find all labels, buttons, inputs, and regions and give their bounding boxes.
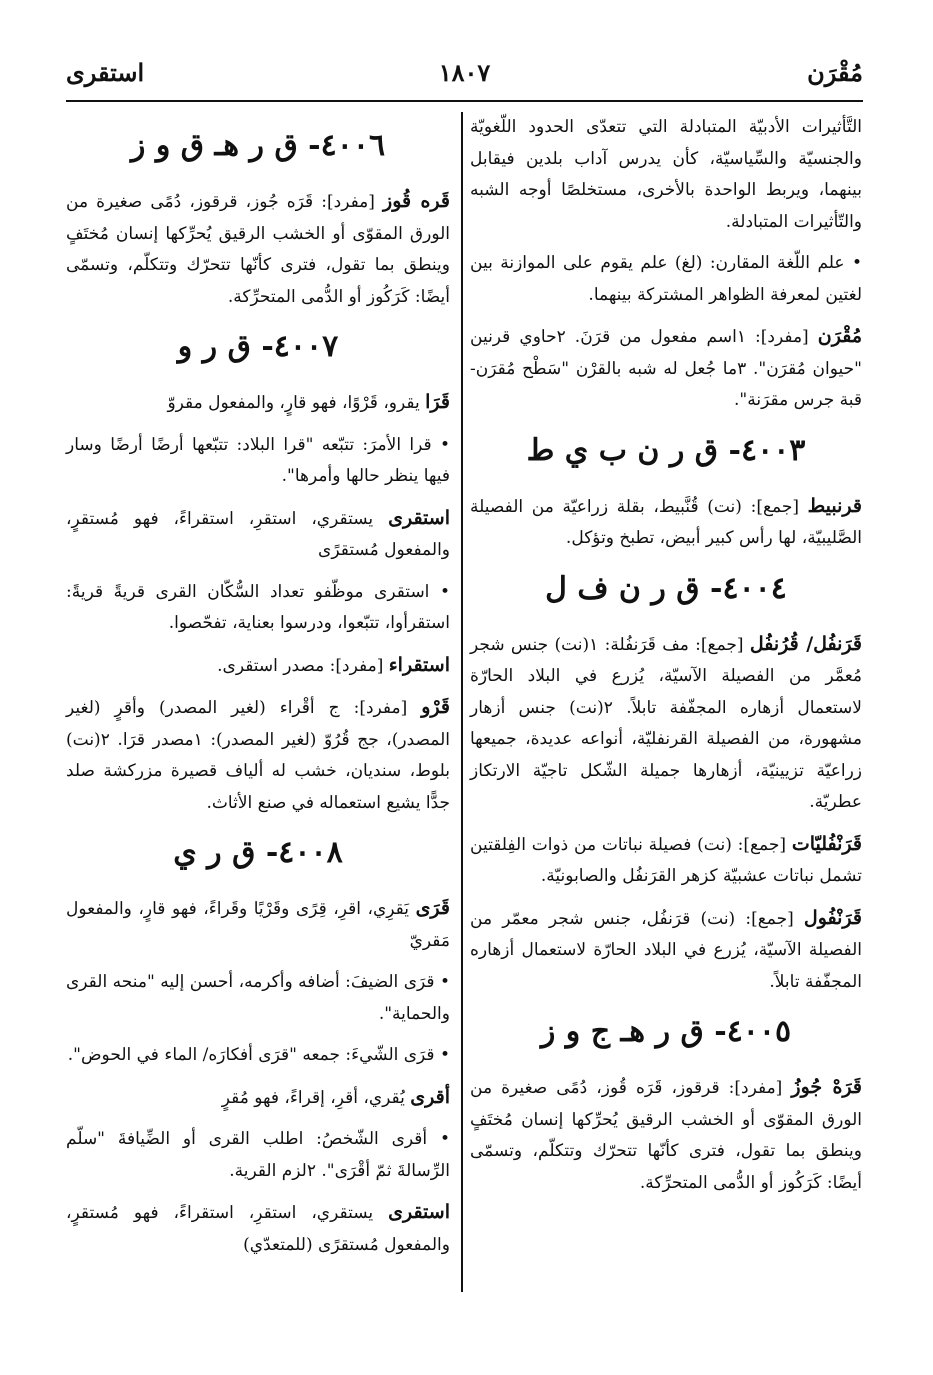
- dictionary-entry: [470, 248, 862, 311]
- entry-definition: يَقرِي، اقرِ، قِرًى وقَرْيًا وقَراءً، فهو قارٍ، والمفعول مَقريّ: [66, 899, 450, 951]
- entry-definition: [مفرد]: قرقوز، قَرَه قُوز، دُمًى صغيرة من الورق المقوّى أو الخشب الرقيق يُحرِّكها إنسان مُختَفٍ وينطق بما تقول، فترى كأنّها تتحرّك وتتكلّم، وتسمّى أيضًا: كَرَكُوز أو الدُّمى المتحرِّكة.: [470, 1078, 862, 1193]
- entry-definition: [جمع]: مف قَرَنفُلة: ١(نت) جنس شجر مُعمَّر من الفصيلة الآسيّة، يُزرع في البلاد الحارّة لاستعمال أزهاره المجفّفة تابلاً. ٢(نت) جنس أزهار مشهورة، من الفصيلة القرنفليّة، أنواعه عديدة، جميعها زراعيّة تزيينيّة، أزهارها جميلة الشّكل تاجيّة الارتكاز عطريّة.: [470, 634, 862, 812]
- dictionary-entry: [66, 650, 450, 683]
- entry-headword: قَره قُوز: [383, 190, 450, 212]
- entry-definition: • قرَى الضيفَ: أضافه وأكرمه، أحسن إليه "منحه القرى والحماية".: [66, 972, 450, 1024]
- entry-definition: • قرَى الشّيءَ: جمعه "قرَى أفكارَه/ الماء في الحوض".: [67, 1045, 450, 1065]
- dictionary-entry: [470, 491, 862, 555]
- entry-definition: [مفرد]: ١اسم مفعول من قرَنَ. ٢حاوي قرنين "حيوان مُقرَن". ٣ما جُعل له شبه بالقرْن "سَطْح مُقرَن- قبة جرس مقرَنة".: [470, 327, 862, 410]
- column-divider: [461, 112, 463, 1292]
- dictionary-entry: [470, 1072, 862, 1199]
- entry-headword: استقراء: [388, 653, 450, 676]
- entry-headword: قَرَنْفُول: [803, 906, 862, 929]
- dictionary-entry: [470, 112, 862, 238]
- entry-headword: استقرى: [388, 1201, 450, 1223]
- dictionary-entry: [470, 903, 862, 999]
- entry-headword: استقرى: [388, 506, 450, 529]
- entry-definition: [جمع]: (نت) قرَنفُل، جنس شجر معمّر من الفصيلة الآسيّة، يُزرع في البلاد الحارّة لاستعمال أزهاره المجفّفة تابلاً.: [470, 908, 862, 992]
- entry-definition: • قرا الأمرَ: تتبّعه "قرا البلاد: تتبّعها أرضًا أرضًا وسار فيها ينظر حالها وأمرها".: [66, 434, 450, 486]
- root-section-heading: ٤٠٠٥- ق ر هـ ج و ز: [540, 1014, 792, 1049]
- entry-headword: قَرَى: [415, 897, 450, 919]
- entry-definition: [جمع]: (نت) قُنَّبيط، بقلة زراعيّة من الفصيلة الصَّليبيّة، لها رأس كبير أبيض، تطبخ وتؤكل.: [470, 496, 862, 548]
- dictionary-entry: [66, 503, 450, 567]
- left-column: [66, 112, 450, 1271]
- entry-definition: يستقري، استقرِ، استقراءً، فهو مُستقرٍ، والمفعول مُستقرًى (للمتعدّي): [66, 1203, 450, 1255]
- dictionary-entry: [66, 186, 450, 313]
- entry-headword: قَرْو: [421, 696, 450, 718]
- entry-definition: التَّأثيرات الأدبيّة المتبادلة التي تتعدّى الحدود اللّغويّة والجنسيّة والسِّياسيّة، كأن يدرس آداب بلدين فيقابل بينهما، ويربط الواحدة بالأخرى، مستخلصًا أوجه الشبه والتّأثيرات المتبادلة.: [470, 117, 862, 232]
- dictionary-entry: [66, 893, 450, 957]
- dictionary-entry: [66, 1040, 450, 1072]
- page-header: [66, 58, 863, 96]
- dictionary-entry: [66, 387, 450, 420]
- right-column: [470, 112, 862, 1209]
- dictionary-entry: [470, 321, 862, 417]
- dictionary-entry: [66, 692, 450, 819]
- entry-definition: يُقري، أقرِ، إقراءً، فهو مُقرٍ: [221, 1087, 411, 1108]
- dictionary-entry: [66, 1082, 450, 1115]
- entry-definition: [مفرد]: مصدر استقرى.: [217, 655, 389, 676]
- entry-definition: [مفرد]: قَرَه جُوز، قرقوز، دُمًى صغيرة من الورق المقوّى أو الخشب الرقيق يُحرِّكها إنسان مُختَفٍ وينطق بما تقول، فترى كأنّها تتحرّك وتتكلّم، وتسمّى أيضًا: كَرَكُوز أو الدُّمى المتحرِّكة.: [66, 192, 450, 307]
- entry-definition: • استقرى موظّفو تعداد السُّكّان القرى قريةً قريةً: استقرأوا، تتبّعوا، ودرسوا بعناية، تفحّصوا.: [66, 581, 450, 633]
- entry-headword: أقرى: [410, 1085, 450, 1108]
- header-rule: [66, 100, 863, 102]
- header-last-word: استقرى: [66, 58, 145, 87]
- dictionary-entry: [470, 629, 862, 819]
- dictionary-entry: [66, 1197, 450, 1261]
- entry-headword: قرنبيط: [807, 494, 862, 517]
- entry-headword: قَرَنفُل/ قُرُنفُل: [749, 632, 862, 655]
- entry-definition: [جمع]: (نت) فصيلة نباتات من ذوات الفِلقتين تشمل نباتات عشبيّة كزهر القرَنفُل والصابونيّة.: [470, 834, 862, 886]
- root-section-heading: ٤٠٠٦- ق ر هـ ق و ز: [130, 128, 386, 163]
- dictionary-entry: [66, 430, 450, 493]
- entry-headword: قَرَنْفُليّات: [791, 832, 862, 855]
- entry-headword: مُقْرَن: [817, 325, 862, 347]
- header-first-word: مُقْرَن: [807, 58, 863, 87]
- entry-definition: • أقرى الشّخصُ: اطلب القرى أو الضِّيافةَ "سلّم الرِّسالةَ ثمّ أقْرَى". ٢لزم القرية.: [66, 1129, 450, 1181]
- entry-definition: يقرو، قَرْوًا، فهو قارٍ، والمفعول مقروّ: [167, 393, 426, 413]
- page-number: ١٨٠٧: [438, 58, 491, 87]
- root-section-heading: ٤٠٠٨- ق ر ي: [173, 835, 343, 870]
- dictionary-entry: [66, 577, 450, 640]
- entry-headword: قَرَهْ جُوزُ: [791, 1076, 862, 1098]
- entry-definition: [مفرد]: ج أقْراء (لغير المصدر) وأقرٍ (لغير المصدر)، جج قُرُوّ (لغير المصدر): ١مصدر قرَا. ٢(نت) بلوط، سنديان، خشب له ألياف قصيرة مزركشة صلد جدًّا يشيع استعماله في صنع الأثاث.: [66, 698, 451, 813]
- entry-headword: قَرَا: [425, 391, 450, 413]
- dictionary-entry: [66, 967, 450, 1030]
- entry-definition: يستقري، استقرِ، استقراءً، فهو مُستقرٍ، والمفعول مُستقرًى: [66, 508, 450, 560]
- root-section-heading: ٤٠٠٤- ق ر ن ف ل: [545, 570, 787, 606]
- dictionary-entry: [66, 1124, 450, 1187]
- entry-definition: • علم اللّغة المقارن: (لغ) علم يقوم على الموازنة بين لغتين لمعرفة الظواهر المشتركة بينهما.: [470, 253, 862, 305]
- root-section-heading: ٤٠٠٧- ق ر و: [177, 329, 339, 364]
- root-section-heading: ٤٠٠٣- ق ر ن ب ي ط: [526, 432, 806, 468]
- dictionary-entry: [470, 829, 862, 893]
